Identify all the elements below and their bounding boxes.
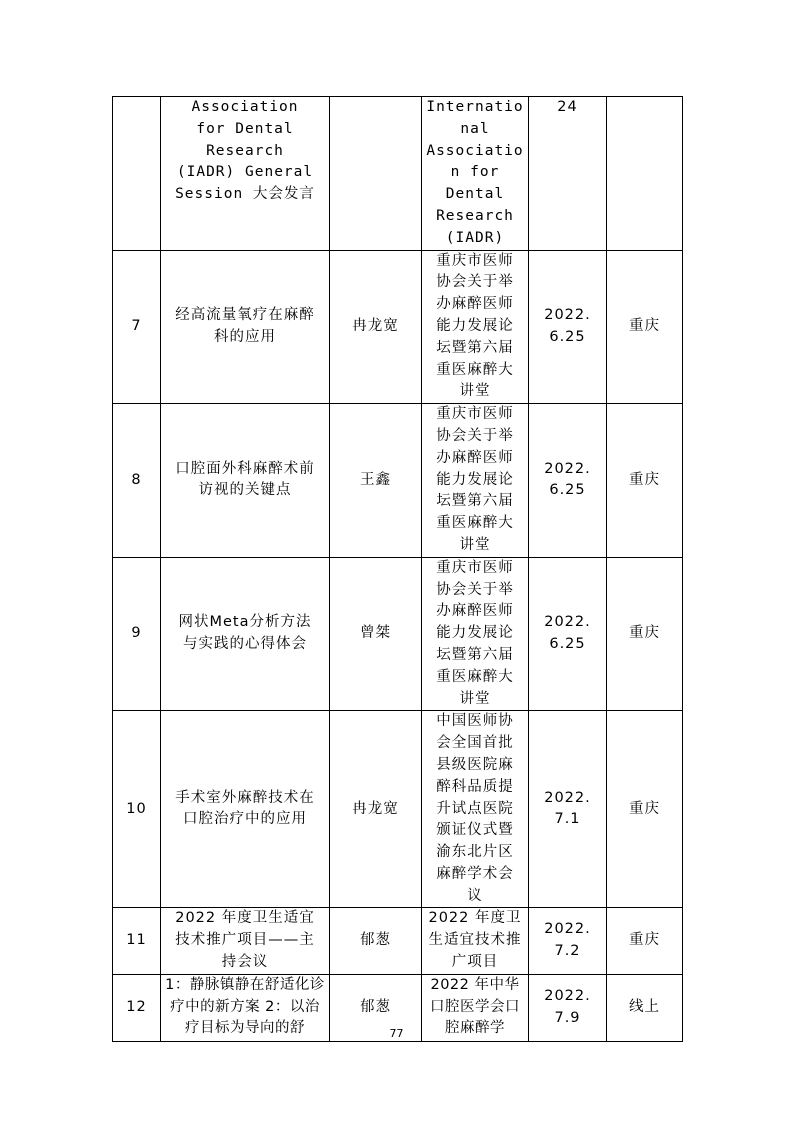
title-cell: 网状Meta分析方法与实践的心得体会 [161, 557, 330, 711]
date-cell: 2022.7.1 [529, 711, 607, 908]
conference-cell: 2022 年中华口腔医学会口腔麻醉学 [422, 974, 529, 1041]
table-row [113, 711, 683, 908]
title-cell: Association for Dental Research (IADR) General Session 大会发言 [161, 97, 330, 251]
speaker-cell: 王鑫 [330, 404, 422, 558]
table-row [113, 557, 683, 711]
conference-cell: International Association for Dental Research (IADR) [422, 97, 529, 251]
date-cell: 2022.7.9 [529, 974, 607, 1041]
conference-cell: 2022 年度卫生适宜技术推广项目 [422, 908, 529, 974]
place-cell: 重庆 [607, 250, 683, 404]
place-cell: 重庆 [607, 557, 683, 711]
title-cell: 口腔面外科麻醉术前访视的关键点 [161, 404, 330, 558]
conference-cell: 中国医师协会全国首批县级医院麻醉科品质提升试点医院颁证仪式暨渝东北片区麻醉学术会议 [422, 711, 529, 908]
place-cell: 重庆 [607, 404, 683, 558]
table-row [113, 908, 683, 974]
activity-table [112, 96, 683, 1042]
row-number-cell: 11 [113, 908, 161, 974]
place-cell: 重庆 [607, 711, 683, 908]
table-row [113, 404, 683, 558]
date-cell: 2022.6.25 [529, 404, 607, 558]
conference-cell: 重庆市医师协会关于举办麻醉医师能力发展论坛暨第六届重医麻醉大讲堂 [422, 250, 529, 404]
date-cell: 2022.6.25 [529, 557, 607, 711]
place-cell [607, 97, 683, 251]
date-cell: 2022.6.25 [529, 250, 607, 404]
speaker-cell [330, 97, 422, 251]
table-row [113, 97, 683, 251]
title-cell: 2022 年度卫生适宜技术推广项目——主持会议 [161, 908, 330, 974]
conference-cell: 重庆市医师协会关于举办麻醉医师能力发展论坛暨第六届重医麻醉大讲堂 [422, 404, 529, 558]
row-number-cell: 9 [113, 557, 161, 711]
place-cell: 重庆 [607, 908, 683, 974]
row-number-cell [113, 97, 161, 251]
page-number: 77 [389, 1027, 404, 1040]
row-number-cell: 10 [113, 711, 161, 908]
speaker-cell: 曾桀 [330, 557, 422, 711]
date-cell: 24 [529, 97, 607, 251]
row-number-cell: 8 [113, 404, 161, 558]
place-cell: 线上 [607, 974, 683, 1041]
date-cell: 2022.7.2 [529, 908, 607, 974]
title-cell: 经高流量氧疗在麻醉科的应用 [161, 250, 330, 404]
row-number-cell: 7 [113, 250, 161, 404]
row-number-cell: 12 [113, 974, 161, 1041]
table-row [113, 250, 683, 404]
speaker-cell: 冉龙宽 [330, 250, 422, 404]
title-cell: 1：静脉镇静在舒适化诊疗中的新方案 2：以治疗目标为导向的舒 [161, 974, 330, 1041]
conference-cell: 重庆市医师协会关于举办麻醉医师能力发展论坛暨第六届重医麻醉大讲堂 [422, 557, 529, 711]
speaker-cell: 冉龙宽 [330, 711, 422, 908]
title-cell: 手术室外麻醉技术在口腔治疗中的应用 [161, 711, 330, 908]
speaker-cell: 郁葱 [330, 974, 422, 1041]
speaker-cell: 郁葱 [330, 908, 422, 974]
